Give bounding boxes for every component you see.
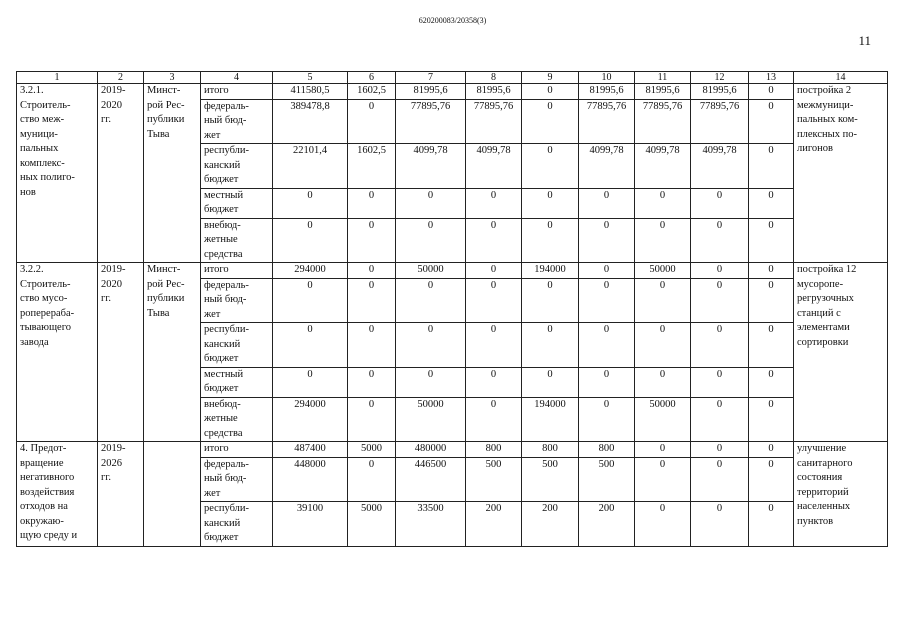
column-number-row: [17, 72, 888, 84]
amount-cell: 5000: [348, 442, 396, 458]
amount-cell: 0: [396, 218, 466, 263]
amount-cell: 0: [466, 323, 522, 368]
amount-cell: 0: [579, 263, 635, 279]
amount-cell: 0: [466, 278, 522, 323]
column-number: 13: [749, 72, 794, 84]
column-number: 9: [522, 72, 579, 84]
amount-cell: 0: [635, 502, 691, 547]
measure-name-cell: 3.2.1. Строитель- ство меж- муници- пальных комплекс- ных полиго- нов: [17, 84, 98, 263]
amount-cell: 0: [749, 218, 794, 263]
amount-cell: 0: [579, 397, 635, 442]
amount-cell: 0: [579, 278, 635, 323]
amount-cell: 0: [749, 278, 794, 323]
amount-cell: 0: [749, 323, 794, 368]
amount-cell: 448000: [273, 457, 348, 502]
amount-cell: 77895,76: [691, 99, 749, 144]
column-number: 12: [691, 72, 749, 84]
amount-cell: 0: [691, 367, 749, 397]
amount-cell: 0: [579, 323, 635, 368]
funding-source-cell: федераль- ный бюд- жет: [201, 278, 273, 323]
amount-cell: 0: [749, 188, 794, 218]
amount-cell: 0: [749, 457, 794, 502]
funding-source-cell: республи- канский бюджет: [201, 323, 273, 368]
amount-cell: 0: [635, 188, 691, 218]
amount-cell: 294000: [273, 263, 348, 279]
amount-cell: 294000: [273, 397, 348, 442]
executor-cell: Минст- рой Рес- публики Тыва: [144, 263, 201, 442]
amount-cell: 81995,6: [466, 84, 522, 100]
amount-cell: 0: [522, 278, 579, 323]
column-number: 2: [98, 72, 144, 84]
amount-cell: 200: [522, 502, 579, 547]
amount-cell: 0: [466, 397, 522, 442]
amount-cell: 0: [749, 263, 794, 279]
amount-cell: 5000: [348, 502, 396, 547]
amount-cell: 800: [466, 442, 522, 458]
amount-cell: 480000: [396, 442, 466, 458]
amount-cell: 4099,78: [579, 144, 635, 189]
budget-table: [16, 71, 888, 547]
expected-result-cell: постройка 12 мусоропе- регрузочных станций с элементами сортировки: [794, 263, 888, 442]
amount-cell: 0: [348, 263, 396, 279]
column-number: 5: [273, 72, 348, 84]
amount-cell: 4099,78: [691, 144, 749, 189]
amount-cell: 194000: [522, 397, 579, 442]
amount-cell: 0: [749, 84, 794, 100]
amount-cell: 50000: [396, 263, 466, 279]
amount-cell: 800: [579, 442, 635, 458]
amount-cell: 389478,8: [273, 99, 348, 144]
amount-cell: 77895,76: [466, 99, 522, 144]
amount-cell: 0: [396, 188, 466, 218]
amount-cell: 200: [466, 502, 522, 547]
column-number: 4: [201, 72, 273, 84]
amount-cell: 0: [273, 278, 348, 323]
amount-cell: 411580,5: [273, 84, 348, 100]
amount-cell: 800: [522, 442, 579, 458]
amount-cell: 50000: [635, 397, 691, 442]
amount-cell: 0: [348, 188, 396, 218]
amount-cell: 0: [579, 367, 635, 397]
amount-cell: 4099,78: [396, 144, 466, 189]
amount-cell: 0: [466, 367, 522, 397]
amount-cell: 0: [749, 502, 794, 547]
amount-cell: 0: [579, 218, 635, 263]
amount-cell: 81995,6: [691, 84, 749, 100]
funding-source-cell: внебюд- жетные средства: [201, 218, 273, 263]
period-cell: 2019- 2020 гг.: [98, 84, 144, 263]
amount-cell: 0: [466, 263, 522, 279]
column-number: 14: [794, 72, 888, 84]
amount-cell: 0: [273, 218, 348, 263]
period-cell: 2019- 2020 гг.: [98, 263, 144, 442]
amount-cell: 0: [348, 457, 396, 502]
amount-cell: 0: [522, 323, 579, 368]
amount-cell: 0: [273, 323, 348, 368]
amount-cell: 0: [522, 188, 579, 218]
amount-cell: 1602,5: [348, 144, 396, 189]
amount-cell: 0: [348, 99, 396, 144]
amount-cell: 1602,5: [348, 84, 396, 100]
column-number: 1: [17, 72, 98, 84]
amount-cell: 0: [749, 442, 794, 458]
amount-cell: 0: [635, 442, 691, 458]
executor-cell: Минст- рой Рес- публики Тыва: [144, 84, 201, 263]
amount-cell: 0: [396, 367, 466, 397]
amount-cell: 0: [273, 188, 348, 218]
amount-cell: 4099,78: [635, 144, 691, 189]
column-number: 6: [348, 72, 396, 84]
amount-cell: 0: [579, 188, 635, 218]
table-row: [17, 84, 888, 100]
amount-cell: 0: [691, 188, 749, 218]
column-number: 8: [466, 72, 522, 84]
amount-cell: 81995,6: [579, 84, 635, 100]
amount-cell: 487400: [273, 442, 348, 458]
amount-cell: 0: [691, 263, 749, 279]
amount-cell: 77895,76: [396, 99, 466, 144]
amount-cell: 0: [466, 218, 522, 263]
amount-cell: 0: [691, 457, 749, 502]
amount-cell: 77895,76: [579, 99, 635, 144]
amount-cell: 0: [348, 278, 396, 323]
amount-cell: 0: [691, 323, 749, 368]
amount-cell: 50000: [635, 263, 691, 279]
expected-result-cell: улучшение санитарного состояния территорий населенных пунктов: [794, 442, 888, 547]
amount-cell: 0: [635, 367, 691, 397]
funding-source-cell: итого: [201, 263, 273, 279]
amount-cell: 39100: [273, 502, 348, 547]
funding-source-cell: итого: [201, 442, 273, 458]
amount-cell: 0: [749, 99, 794, 144]
amount-cell: 500: [466, 457, 522, 502]
table-row: [17, 263, 888, 279]
amount-cell: 0: [749, 144, 794, 189]
funding-source-cell: итого: [201, 84, 273, 100]
amount-cell: 0: [273, 367, 348, 397]
amount-cell: 0: [635, 323, 691, 368]
amount-cell: 0: [522, 367, 579, 397]
measure-name-cell: 4. Предот- вращение негативного воздействия отходов на окружаю- щую среду и: [17, 442, 98, 547]
column-number: 7: [396, 72, 466, 84]
amount-cell: 446500: [396, 457, 466, 502]
funding-source-cell: местный бюджет: [201, 188, 273, 218]
amount-cell: 0: [691, 397, 749, 442]
amount-cell: 0: [691, 502, 749, 547]
amount-cell: 0: [348, 367, 396, 397]
amount-cell: 81995,6: [396, 84, 466, 100]
amount-cell: 77895,76: [635, 99, 691, 144]
amount-cell: 0: [522, 99, 579, 144]
column-number: 3: [144, 72, 201, 84]
column-number: 11: [635, 72, 691, 84]
amount-cell: 33500: [396, 502, 466, 547]
funding-source-cell: местный бюджет: [201, 367, 273, 397]
amount-cell: 0: [691, 442, 749, 458]
amount-cell: 0: [348, 323, 396, 368]
funding-source-cell: федераль- ный бюд- жет: [201, 99, 273, 144]
funding-source-cell: федераль- ный бюд- жет: [201, 457, 273, 502]
amount-cell: 0: [522, 144, 579, 189]
amount-cell: 0: [466, 188, 522, 218]
amount-cell: 200: [579, 502, 635, 547]
amount-cell: 0: [749, 397, 794, 442]
amount-cell: 22101,4: [273, 144, 348, 189]
amount-cell: 0: [691, 218, 749, 263]
executor-cell: [144, 442, 201, 547]
amount-cell: 500: [579, 457, 635, 502]
measure-name-cell: 3.2.2. Строитель- ство мусо- роперераба- тывающего завода: [17, 263, 98, 442]
amount-cell: 0: [635, 218, 691, 263]
column-number: 10: [579, 72, 635, 84]
amount-cell: 0: [749, 367, 794, 397]
amount-cell: 500: [522, 457, 579, 502]
amount-cell: 0: [522, 84, 579, 100]
amount-cell: 0: [348, 397, 396, 442]
amount-cell: 50000: [396, 397, 466, 442]
amount-cell: 0: [691, 278, 749, 323]
amount-cell: 0: [522, 218, 579, 263]
document-id: 620200083/20358(3): [418, 16, 487, 25]
funding-source-cell: внебюд- жетные средства: [201, 397, 273, 442]
expected-result-cell: постройка 2 межмуници- пальных ком- плексных по- лигонов: [794, 84, 888, 263]
amount-cell: 0: [396, 323, 466, 368]
amount-cell: 0: [635, 278, 691, 323]
page-number: 11: [858, 33, 871, 48]
funding-source-cell: республи- канский бюджет: [201, 502, 273, 547]
amount-cell: 4099,78: [466, 144, 522, 189]
table-row: [17, 442, 888, 458]
period-cell: 2019- 2026 гг.: [98, 442, 144, 547]
amount-cell: 0: [635, 457, 691, 502]
amount-cell: 194000: [522, 263, 579, 279]
amount-cell: 0: [348, 218, 396, 263]
amount-cell: 0: [396, 278, 466, 323]
funding-source-cell: республи- канский бюджет: [201, 144, 273, 189]
amount-cell: 81995,6: [635, 84, 691, 100]
